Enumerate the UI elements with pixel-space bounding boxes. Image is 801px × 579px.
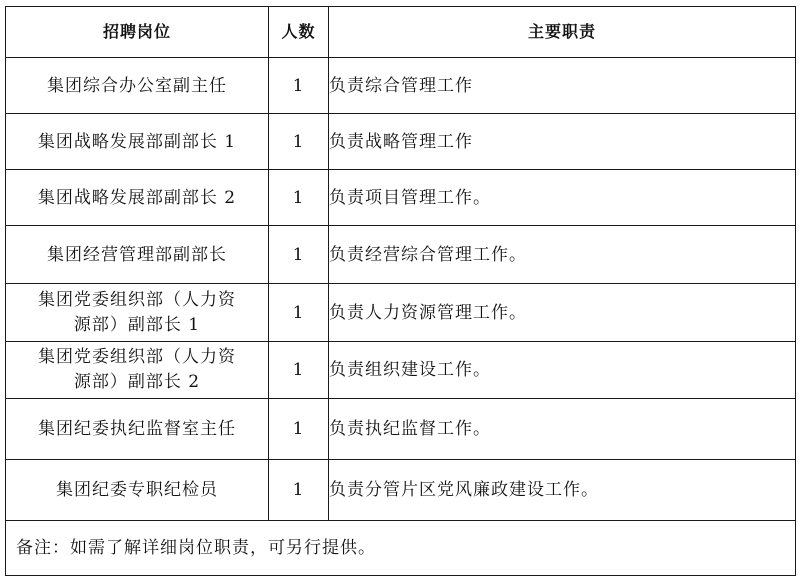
table-row (6, 58, 796, 114)
recruitment-table (5, 6, 796, 576)
duties-cell: 负责经营综合管理工作。 (329, 226, 796, 284)
duties-cell: 负责执纪监督工作。 (329, 399, 796, 460)
count-cell: 1 (269, 114, 329, 170)
table-row (6, 399, 796, 460)
table-note: 备注：如需了解详细岗位职责，可另行提供。 (6, 521, 796, 576)
header-position: 招聘岗位 (6, 7, 269, 58)
position-cell: 集团综合办公室副主任 (6, 58, 269, 114)
position-text: 集团党委组织部（人力资源部）副部长 2 (38, 347, 236, 392)
header-count: 人数 (269, 7, 329, 58)
count-cell: 1 (269, 226, 329, 284)
position-cell: 集团战略发展部副部长 1 (6, 114, 269, 170)
position-cell: 集团纪委执纪监督室主任 (6, 399, 269, 460)
duties-cell: 负责人力资源管理工作。 (329, 284, 796, 342)
table-row (6, 284, 796, 342)
table-row (6, 114, 796, 170)
position-cell: 集团战略发展部副部长 2 (6, 170, 269, 226)
table-row (6, 460, 796, 521)
count-cell: 1 (269, 58, 329, 114)
header-duties: 主要职责 (329, 7, 796, 58)
table-header-row (6, 7, 796, 58)
table-row (6, 342, 796, 399)
position-text: 集团党委组织部（人力资源部）副部长 1 (38, 289, 236, 335)
duties-cell: 负责组织建设工作。 (329, 342, 796, 399)
table-note-row (6, 521, 796, 576)
count-cell: 1 (269, 399, 329, 460)
position-cell (6, 284, 269, 342)
count-cell: 1 (269, 460, 329, 521)
count-cell: 1 (269, 284, 329, 342)
duties-cell: 负责综合管理工作 (329, 58, 796, 114)
position-cell: 集团纪委专职纪检员 (6, 460, 269, 521)
table-row (6, 226, 796, 284)
duties-cell: 负责项目管理工作。 (329, 170, 796, 226)
duties-cell: 负责战略管理工作 (329, 114, 796, 170)
position-cell (6, 342, 269, 399)
position-cell: 集团经营管理部副部长 (6, 226, 269, 284)
count-cell: 1 (269, 342, 329, 399)
count-cell: 1 (269, 170, 329, 226)
duties-cell: 负责分管片区党风廉政建设工作。 (329, 460, 796, 521)
table-row (6, 170, 796, 226)
